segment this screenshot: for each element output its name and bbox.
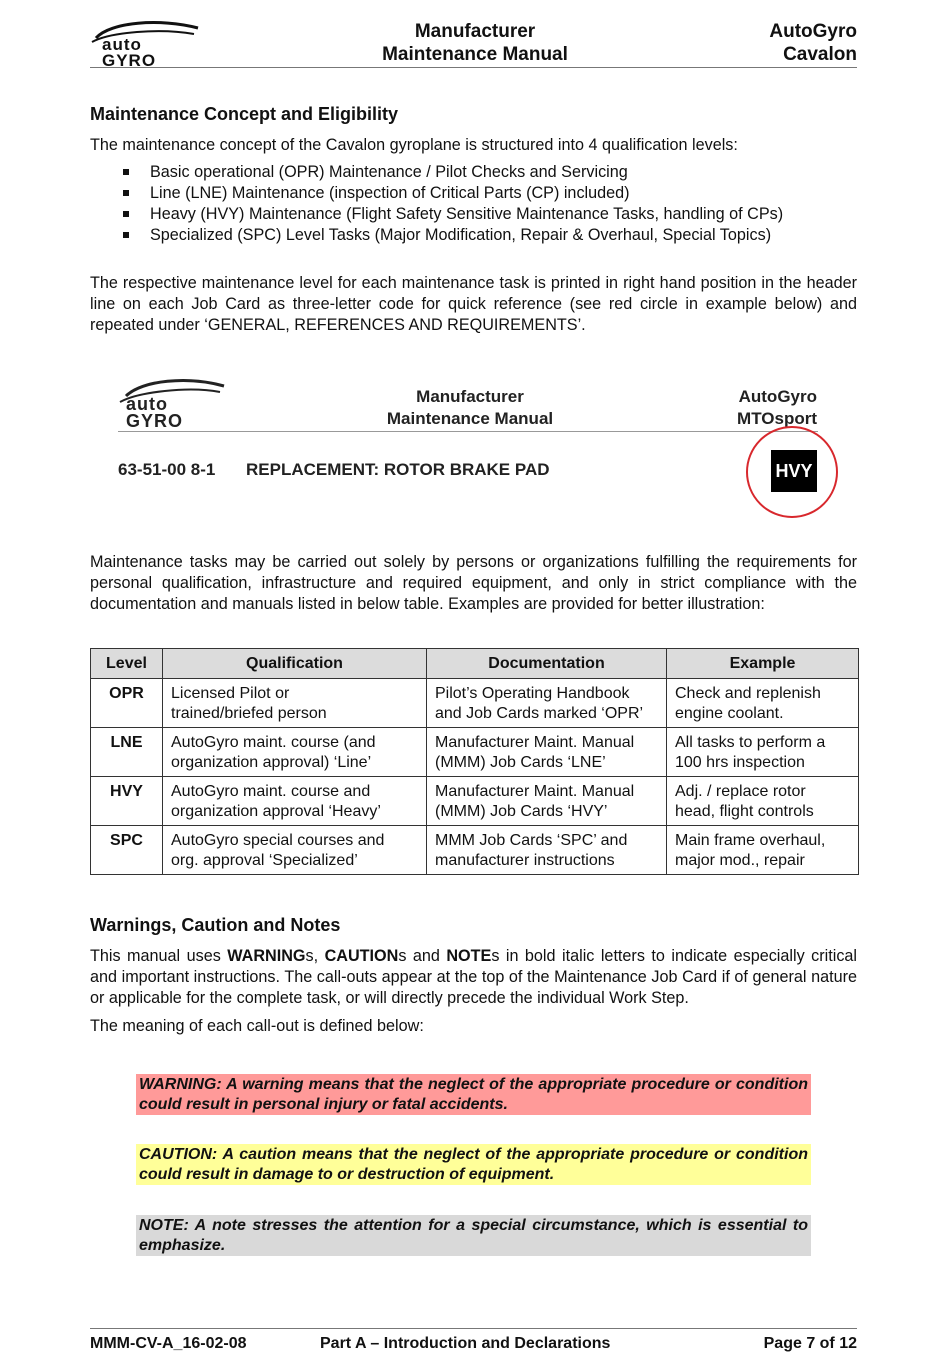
- table-row: [91, 728, 859, 777]
- example-figure-logo: [118, 372, 226, 430]
- list-item: [90, 183, 857, 204]
- cell-line: major mod., repair: [675, 851, 805, 869]
- cell-line: All tasks to perform a: [675, 734, 826, 751]
- svg-text:auto: auto: [126, 394, 168, 414]
- cell-qualification: [163, 777, 427, 826]
- cell-level: OPR: [91, 679, 163, 728]
- cell-example: [667, 826, 859, 875]
- cell-qualification: [163, 679, 427, 728]
- footer-divider: [90, 1328, 857, 1329]
- cell-example: [667, 728, 859, 777]
- meaning-paragraph: The meaning of each call-out is defined below:: [90, 1017, 424, 1035]
- text-run: This manual uses: [90, 947, 228, 965]
- callout-explanation-paragraph: [90, 946, 857, 1009]
- example-model: MTOsport: [737, 409, 817, 428]
- list-item: [90, 204, 857, 225]
- example-figure-product: [700, 386, 817, 430]
- cell-line: (MMM) Job Cards ‘HVY’: [435, 802, 608, 820]
- cell-documentation: [427, 826, 667, 875]
- list-item-text: Heavy (HVY) Maintenance (Flight Safety Sensitive Maintenance Tasks, handling of CPs): [150, 205, 784, 223]
- table-header-row: [91, 649, 859, 679]
- job-card-code-paragraph: The respective maintenance level for each maintenance task is printed in right hand position in the header line on each Job Card as three-letter code for quick reference (see red circle in example below) and repeated under ‘GENERAL, REFERENCES AND REQUIREMENTS’.: [90, 274, 857, 334]
- cell-line: Adj. / replace rotor: [675, 783, 806, 800]
- cell-line: organization approval ‘Heavy’: [171, 802, 381, 820]
- cell-qualification: [163, 728, 427, 777]
- cell-line: org. approval ‘Specialized’: [171, 851, 358, 869]
- list-item: [90, 225, 857, 246]
- bullet-square-icon: [123, 190, 129, 196]
- header-title: [300, 20, 650, 66]
- cell-line: trained/briefed person: [171, 704, 327, 722]
- svg-text:GYRO: GYRO: [126, 411, 184, 430]
- level-badge-hvy: HVY: [771, 450, 817, 492]
- list-item: [90, 162, 857, 183]
- example-figure-title: [360, 386, 580, 430]
- bullet-square-icon: [123, 232, 129, 238]
- column-header-level: Level: [91, 649, 163, 679]
- text-run: s and: [398, 947, 447, 965]
- cell-documentation: [427, 679, 667, 728]
- section-heading-maintenance-concept: Maintenance Concept and Eligibility: [90, 104, 399, 124]
- requirements-paragraph: Maintenance tasks may be carried out solely by persons or organizations fulfilling the requirements for personal qualification, infrastructure and required equipment, and only in strict compliance with the documentation and manuals listed in below table. Examples are provided for better illustration:: [90, 553, 857, 613]
- cell-line: Manufacturer Maint. Manual: [435, 783, 635, 800]
- svg-text:GYRO: GYRO: [102, 51, 157, 68]
- column-header-documentation: Documentation: [427, 649, 667, 679]
- cell-line: (MMM) Job Cards ‘LNE’: [435, 753, 606, 771]
- header-product: [769, 20, 857, 66]
- cell-line: organization approval) ‘Line’: [171, 753, 372, 771]
- qualification-levels-list: [90, 162, 857, 246]
- note-callout: NOTE: A note stresses the attention for a special circumstance, which is essential to emphasize.: [136, 1215, 811, 1256]
- cell-documentation: [427, 728, 667, 777]
- cell-line: 100 hrs inspection: [675, 753, 805, 771]
- cell-line: Main frame overhaul,: [675, 832, 826, 849]
- example-task-name: REPLACEMENT: ROTOR BRAKE PAD: [246, 460, 550, 479]
- header-brand: AutoGyro: [769, 21, 857, 42]
- table-row: [91, 777, 859, 826]
- cell-line: Manufacturer Maint. Manual: [435, 734, 635, 751]
- section-heading-warnings: Warnings, Caution and Notes: [90, 915, 341, 935]
- cell-line: Check and replenish: [675, 685, 821, 702]
- list-item-text: Basic operational (OPR) Maintenance / Pilot Checks and Servicing: [150, 163, 628, 181]
- cell-line: head, flight controls: [675, 802, 814, 820]
- example-brand: AutoGyro: [738, 387, 817, 406]
- warning-keyword: WARNING: [227, 947, 306, 965]
- cell-line: AutoGyro special courses and: [171, 832, 385, 849]
- note-keyword: NOTE: [446, 947, 492, 965]
- autogyro-logo: [90, 14, 202, 68]
- footer-part: Part A – Introduction and Declarations: [320, 1335, 611, 1352]
- example-task-code: 63-51-00 8-1: [118, 460, 216, 479]
- svg-text:auto: auto: [102, 35, 142, 54]
- footer-doc-id: MMM-CV-A_16-02-08: [90, 1335, 247, 1352]
- cell-level: LNE: [91, 728, 163, 777]
- column-header-example: Example: [667, 649, 859, 679]
- caution-keyword: CAUTION: [324, 947, 399, 965]
- cell-documentation: [427, 777, 667, 826]
- maintenance-levels-table: [90, 648, 859, 875]
- caution-callout: CAUTION: A caution means that the neglect of the appropriate procedure or condition could result in damage to or destruction of equipment.: [136, 1144, 811, 1185]
- cell-line: manufacturer instructions: [435, 851, 615, 869]
- cell-line: Pilot’s Operating Handbook: [435, 685, 630, 702]
- intro-paragraph: The maintenance concept of the Cavalon gyroplane is structured into 4 qualification levels:: [90, 136, 738, 154]
- cell-qualification: [163, 826, 427, 875]
- footer-page-number: Page 7 of 12: [763, 1335, 857, 1352]
- bullet-square-icon: [123, 211, 129, 217]
- cell-line: AutoGyro maint. course (and: [171, 734, 376, 751]
- bullet-square-icon: [123, 169, 129, 175]
- cell-line: AutoGyro maint. course and: [171, 783, 371, 800]
- example-title-line1: Manufacturer: [416, 387, 524, 406]
- cell-line: and Job Cards marked ‘OPR’: [435, 704, 644, 722]
- table-row: [91, 679, 859, 728]
- warning-callout: WARNING: A warning means that the neglect of the appropriate procedure or condition could result in personal injury or fatal accidents.: [136, 1074, 811, 1115]
- list-item-text: Specialized (SPC) Level Tasks (Major Modification, Repair & Overhaul, Special Topics): [150, 226, 772, 244]
- example-figure-divider: [118, 431, 818, 432]
- cell-level: HVY: [91, 777, 163, 826]
- cell-line: engine coolant.: [675, 704, 784, 722]
- header-title-line1: Manufacturer: [414, 21, 536, 42]
- example-title-line2: Maintenance Manual: [386, 409, 554, 428]
- header-title-line2: Maintenance Manual: [382, 44, 568, 65]
- cell-example: [667, 777, 859, 826]
- cell-example: [667, 679, 859, 728]
- text-run: s,: [305, 947, 325, 965]
- header-model: Cavalon: [783, 44, 857, 65]
- header-divider: [90, 67, 857, 68]
- cell-line: MMM Job Cards ‘SPC’ and: [435, 832, 628, 849]
- cell-line: Licensed Pilot or: [171, 685, 290, 702]
- cell-level: SPC: [91, 826, 163, 875]
- list-item-text: Line (LNE) Maintenance (inspection of Critical Parts (CP) included): [150, 184, 630, 202]
- table-row: [91, 826, 859, 875]
- text-run: s in bold italic letters to indicate especially critical and important instructions. The call-outs appear at the top of the Maintenance Job Card if of general nature or applicable for the complete task, or will directly precede the individual Work Step.: [90, 947, 858, 1007]
- column-header-qualification: Qualification: [163, 649, 427, 679]
